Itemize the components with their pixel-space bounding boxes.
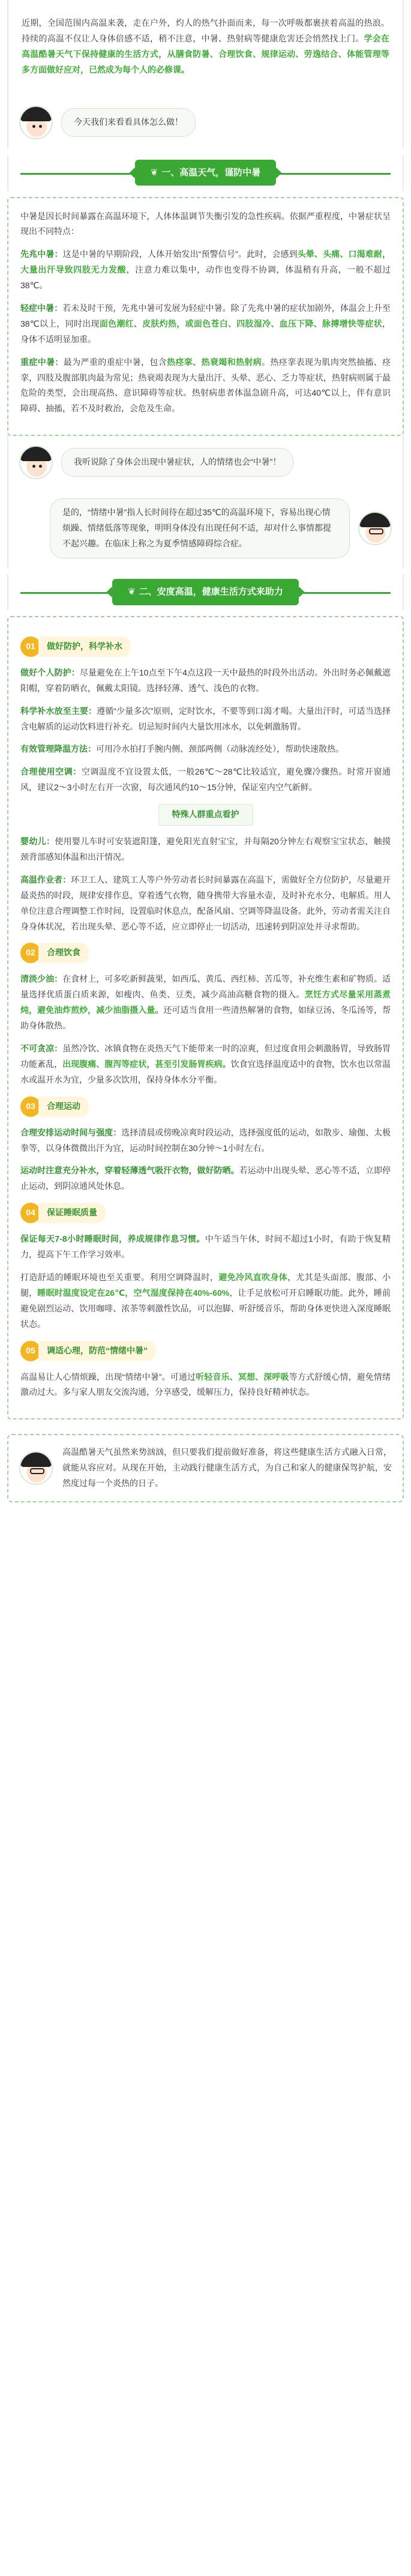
paragraph: 科学补水放至主要：遵循“少量多次”原则，定时饮水，不要等到口渴才喝。大量出汗时，可适当选择含电解质的运动饮料进行补充。切忌短时间内大量饮用冰水，以免刺激肠胃。 — [20, 706, 391, 731]
item-header — [20, 1203, 391, 1223]
leaf-icon: ❦ — [150, 167, 158, 178]
intro-text: 近期，全国范围内高温来袭，走在户外，灼人的热气扑面而来，每一次呼吸都裹挟着高温的热浪。持续的高温不仅让人身体倍感不适，稍不注意，中暑、热射病等健康危害还会悄然找上门。 — [22, 18, 389, 43]
item-title: 做好防护，科学补水 — [38, 636, 131, 657]
lifestyle-card — [7, 616, 404, 1420]
paragraph: 婴幼儿：使用婴儿车时可安装遮阳篷，避免阳光直射宝宝，并每隔20分钟左右观察宝宝状态，触摸颈背部感知体温和出汗情况。 — [20, 836, 391, 862]
paragraph: 有效管理降温方法：可用冷水拍打手腕内侧、颈部两侧（动脉流经处），帮助快速散热。 — [20, 744, 344, 754]
paragraph: 高温易让人心情烦躁，出现“情绪中暑”。可通过听轻音乐、冥想、深呼吸等方式舒缓心情，避免情绪激动过大。多与家人朋友交流沟通，分享感受，缓解压力，保持良好精神状态。 — [20, 1371, 391, 1397]
item-title: 调适心理，防范“情绪中暑” — [38, 1341, 156, 1361]
avatar-doctor-icon — [19, 1451, 53, 1485]
intro-highlight: 学会在高温酷暑天气下保持健康的生活方式，从膳食防暑、合理饮食、规律运动、劳逸结合、体能管理等多方面做好应对，已然成为每个人的必修课。 — [22, 33, 390, 74]
paragraph: 打造舒适的睡眠环境也至关重要。利用空调降温时，避免冷风直吹身体，尤其是头面部、腹部、小腿，睡眠时温度设定在26℃，空气湿度保持在40%-60%，让手足放松可开启睡眠功能。此外，睡前避免剧烈运动、饮用咖啡、浓茶等刺激性饮品，可以泡脚、听舒缓音乐，帮助身体更快进入深度睡眠状态。 — [20, 1272, 391, 1329]
paragraph: 合理使用空调：空调温度不宜设置太低，一般26℃～28℃比较适宜，避免骤冷骤热。时常开窗通风，建议2～3小时左右开一次窗，每次通风约10～15分钟，保证室内空气新鲜。 — [20, 767, 391, 793]
paragraph: 保证每天7-8小时睡眠时间，养成规律作息习惯。中午适当午休，时间不超过1小时，有助于恢复精力，提高下午工作学习效率。 — [20, 1234, 391, 1260]
speech-bubble: 是的，“情绪中暑”指人长时间待在超过35℃的高温环境下，容易出现心情烦躁、情绪低落等现象，明明身体没有出现任何不适，却对什么事情都提不起兴趣。在临床上称之为夏季情感障碍综合症。 — [50, 498, 350, 558]
paragraph: 做好个人防护：尽量避免在上午10点至下午4点这段一天中最热的时段外出活动。外出时务必佩戴遮阳帽，穿着防晒衣，佩戴太阳镜。选择轻薄、透气、浅色的衣物。 — [20, 667, 391, 693]
item-number-badge: 03 — [20, 1096, 41, 1117]
paragraph: 先兆中暑：这是中暑的早期阶段，人体开始发出“预警信号”。此时，会感到头晕、头痛、口渴难耐，大量出汗导致四肢无力发酸，注意力难以集中，动作也变得不协调，体温稍有升高，一般不超过38℃。 — [20, 249, 391, 291]
section-title: ❦ 二、安度高温，健康生活方式来助力 — [112, 579, 299, 605]
heatstroke-card — [7, 197, 404, 437]
avatar-male-icon — [19, 106, 53, 139]
section-title: ❦ 一、高温天气，谨防中暑 — [135, 160, 277, 186]
item-header — [20, 1096, 391, 1117]
special-group-header: 特殊人群重点看护 — [20, 804, 391, 826]
paragraph: 不可贪凉：虽然冷饮、冰镇食物在炎热天气下能带来一时的凉爽，但过度食用会刺激肠胃，导致肠胃功能紊乱，出现腹痛、腹泻等症状，甚至引发肠胃疾病。饮食宜选择温度适中的食物，饮水也以常温水或温开水为宜，少量多次饮用，保持身体水分平衡。 — [20, 1043, 391, 1084]
dialog-row-2 — [7, 436, 404, 489]
item-title: 合理饮食 — [38, 943, 89, 963]
intro-paragraph — [22, 16, 389, 78]
speech-bubble: 今天我们来看看具体怎么做！ — [61, 108, 196, 137]
section-header — [8, 155, 403, 191]
section-header — [8, 574, 403, 610]
avatar-doctor-icon — [358, 512, 392, 545]
section-2 — [7, 574, 404, 610]
item-title: 保证睡眠质量 — [38, 1203, 106, 1223]
paragraph: 清淡少油：在食材上，可多吃新鲜蔬果，如西瓜、黄瓜、西红柿、苦瓜等，补充维生素和矿物质。适量选择优质蛋白质来源，如瘦肉、鱼类、豆类，减少高油高糖食物的摄入。烹饪方式尽量采用蒸煮炖，避免油炸煎炒，减少油脂摄入量。还可适当食用一些清热解暑的食物，如绿豆汤、冬瓜汤等，帮助身体散热。 — [20, 974, 391, 1031]
speech-bubble: 我听说除了身体会出现中暑症状，人的情绪也会“中暑”！ — [61, 448, 293, 477]
item-header — [20, 1341, 391, 1361]
intro-block — [7, 0, 404, 96]
paragraph: 轻症中暑：若未及时干预，先兆中暑可发展为轻症中暑。除了先兆中暑的症状加剧外，体温会上升至38℃以上，同时出现面色潮红、皮肤灼热，或面色苍白、四肢湿冷、血压下降、脉搏增快等症状，身体不适明显加重。 — [20, 303, 391, 344]
paragraph: 高温作业者：环卫工人、建筑工人等户外劳动者长时间暴露在高温下，需做好全方位防护，尽量避开最炎热的时段，规律安排作息，穿着透气衣物，随身携带大容量水壶，及时补充水分、电解质。用人单位注意合理调整工作时间，设置临时休息点，配备风扇、空调等降温设备。此外，劳动者需关注自身身体状况，若出现头晕、恶心等不适，应立即停止一切活动，迅速转到阴凉处并寻求帮助。 — [20, 874, 391, 931]
dialog-row-1 — [7, 96, 404, 149]
avatar-male-icon — [19, 446, 53, 479]
paragraph: 合理安排运动时间与强度：选择清晨或傍晚凉爽时段运动，选择强度低的运动，如散步、瑜伽、太极拳等，以身体微微出汗为宜，运动时间控制在30分钟～1小时左右。 — [20, 1127, 391, 1153]
item-header — [20, 636, 391, 657]
paragraph: 重症中暑：最为严重的重症中暑，包含热痉挛、热衰竭和热射病。热痉挛表现为肌肉突然抽搐、痉挛，四肢及腹部肌肉最为常见；热衰竭表现为大量出汗、头晕、恶心、乏力等症状，热射病则属于最危险的类型，会出现高热、意识障碍等症状。热射病患者体温急剧升高，可达40℃以上，伴有意识障碍、抽搐，若不及时救治，会危及生命。 — [20, 357, 391, 414]
closing-card — [7, 1434, 404, 1502]
item-header — [20, 943, 391, 963]
item-number-badge: 04 — [20, 1203, 41, 1223]
paragraph: 中暑是因长时间暴露在高温环境下，人体体温调节失衡引发的急性疾病。依据严重程度，中暑症状呈现出不同特点： — [20, 211, 391, 237]
section-1 — [7, 155, 404, 191]
item-title: 合理运动 — [38, 1096, 89, 1117]
dialog-row-3 — [7, 489, 404, 568]
item-number-badge: 02 — [20, 943, 41, 963]
closing-paragraph: 高温酷暑天气虽然来势汹汹，但只要我们提前做好准备，将这些健康生活方式融入日常，就能从容应对。从现在开始，主动践行健康生活方式，为自己和家人的健康保驾护航，安然度过每一个炎热的日子。 — [62, 1447, 392, 1489]
leaf-icon: ❦ — [128, 587, 136, 597]
paragraph: 运动时注意充分补水，穿着轻薄透气吸汗衣物，做好防晒。若运动中出现头晕、恶心等不适，立即停止运动，到阴凉通风处休息。 — [20, 1166, 391, 1191]
item-number-badge: 05 — [20, 1341, 41, 1361]
item-number-badge: 01 — [20, 636, 41, 657]
